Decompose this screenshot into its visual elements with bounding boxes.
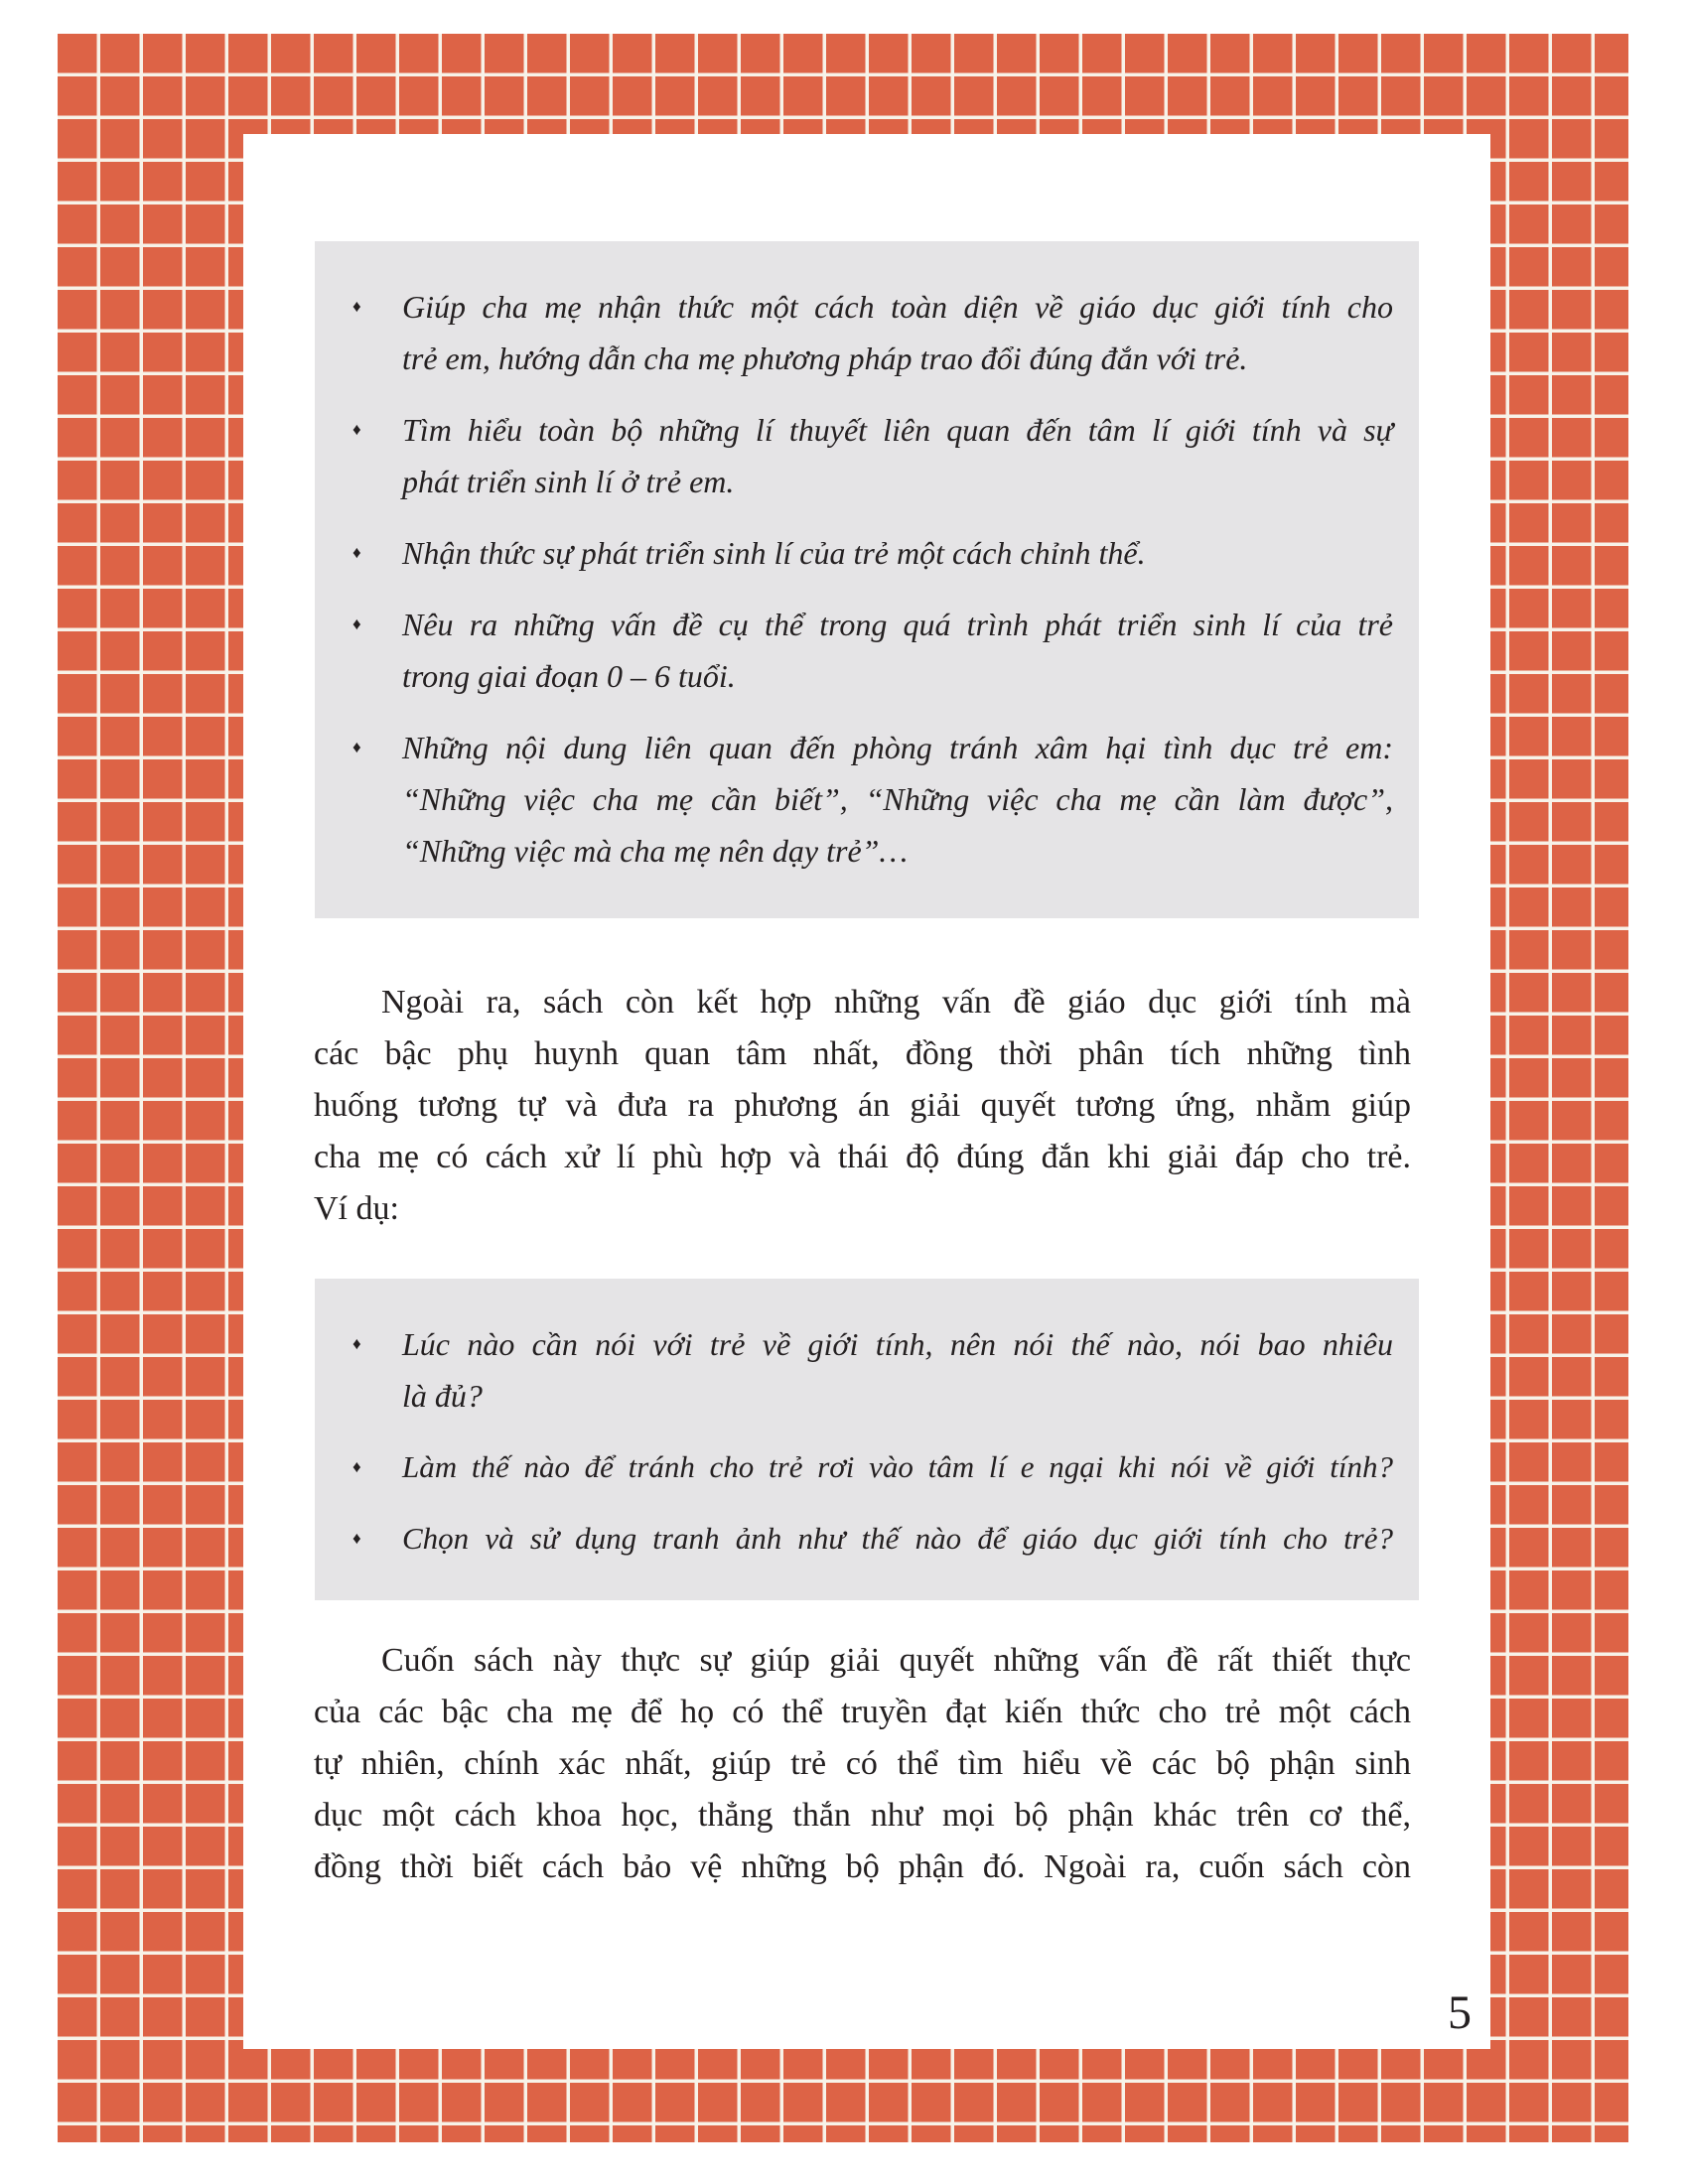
paragraph — [314, 977, 1411, 1235]
bullet-text — [402, 599, 1393, 702]
list-item — [352, 722, 1393, 877]
list-item — [352, 404, 1393, 507]
bullet-diamond-icon: ♦ — [352, 297, 361, 316]
bullet-diamond-icon: ♦ — [352, 1334, 361, 1353]
paragraph-line: cha mẹ có cách xử lí phù hợp và thái độ đúng đắn khi giải đáp cho trẻ. — [314, 1139, 1411, 1175]
bullet-line: trẻ em, hướng dẫn cha mẹ phương pháp trao đổi đúng đắn với trẻ. — [402, 341, 1248, 376]
bullet-line: Chọn và sử dụng tranh ảnh như thế nào để giáo dục giới tính cho trẻ? — [402, 1521, 1393, 1556]
bullet-line: Nhận thức sự phát triển sinh lí của trẻ một cách chỉnh thể. — [402, 535, 1146, 571]
paragraph-line: Ví dụ: — [314, 1190, 399, 1227]
bullet-line: Làm thế nào để tránh cho trẻ rơi vào tâm lí e ngại khi nói về giới tính? — [402, 1449, 1393, 1484]
bullet-text — [402, 281, 1393, 384]
paragraph-line: Cuốn sách này thực sự giúp giải quyết những vấn đề rất thiết thực — [381, 1642, 1411, 1679]
paragraph-line: dục một cách khoa học, thẳng thắn như mọi bộ phận khác trên cơ thể, — [314, 1797, 1411, 1834]
bullet-text — [402, 404, 1393, 507]
bullet-text — [402, 1441, 1393, 1493]
bullet-line: Những nội dung liên quan đến phòng tránh xâm hại tình dục trẻ em: — [402, 730, 1393, 765]
bullet-diamond-icon: ♦ — [352, 1529, 361, 1548]
bullet-line: là đủ? — [402, 1378, 483, 1414]
highlight-box-examples — [315, 1279, 1419, 1600]
list-item — [352, 281, 1393, 384]
list-item — [352, 1318, 1393, 1422]
bullet-line: Nêu ra những vấn đề cụ thể trong quá trình phát triển sinh lí của trẻ — [402, 607, 1393, 642]
bullet-diamond-icon: ♦ — [352, 614, 361, 633]
bullet-line: trong giai đoạn 0 – 6 tuổi. — [402, 658, 736, 694]
bullet-text — [402, 1318, 1393, 1422]
paragraph-line: các bậc phụ huynh quan tâm nhất, đồng thời phân tích những tình — [314, 1035, 1411, 1072]
bullet-text — [402, 527, 1393, 579]
paragraph-line: Ngoài ra, sách còn kết hợp những vấn đề giáo dục giới tính mà — [381, 984, 1411, 1021]
page-number: 5 — [1448, 1986, 1472, 2039]
list-item — [352, 599, 1393, 702]
paragraph-line: đồng thời biết cách bảo vệ những bộ phận đó. Ngoài ra, cuốn sách còn — [314, 1848, 1411, 1885]
bullet-diamond-icon: ♦ — [352, 738, 361, 756]
book-page — [243, 134, 1490, 2049]
bullet-line: Lúc nào cần nói với trẻ về giới tính, nên nói thế nào, nói bao nhiêu — [402, 1326, 1393, 1362]
bullet-text — [402, 722, 1393, 877]
paragraph-line: của các bậc cha mẹ để họ có thể truyền đạt kiến thức cho trẻ một cách — [314, 1694, 1411, 1730]
paragraph — [314, 1635, 1411, 1893]
paragraph-line: tự nhiên, chính xác nhất, giúp trẻ có thể tìm hiểu về các bộ phận sinh — [314, 1745, 1411, 1782]
bullet-line: “Những việc cha mẹ cần biết”, “Những việc cha mẹ cần làm được”, — [402, 781, 1393, 817]
bullet-diamond-icon: ♦ — [352, 543, 361, 562]
bullet-text — [402, 1513, 1393, 1565]
list-item — [352, 1441, 1393, 1493]
list-item — [352, 1513, 1393, 1565]
bullet-line: Giúp cha mẹ nhận thức một cách toàn diện về giáo dục giới tính cho — [402, 289, 1393, 325]
bullet-line: Tìm hiểu toàn bộ những lí thuyết liên quan đến tâm lí giới tính và sự — [402, 412, 1393, 448]
bullet-line: “Những việc mà cha mẹ nên dạy trẻ”… — [402, 833, 908, 869]
highlight-box-objectives — [315, 241, 1419, 918]
bullet-diamond-icon: ♦ — [352, 1457, 361, 1476]
paragraph-line: huống tương tự và đưa ra phương án giải quyết tương ứng, nhằm giúp — [314, 1087, 1411, 1124]
list-item — [352, 527, 1393, 579]
bullet-line: phát triển sinh lí ở trẻ em. — [402, 464, 735, 499]
bullet-diamond-icon: ♦ — [352, 420, 361, 439]
